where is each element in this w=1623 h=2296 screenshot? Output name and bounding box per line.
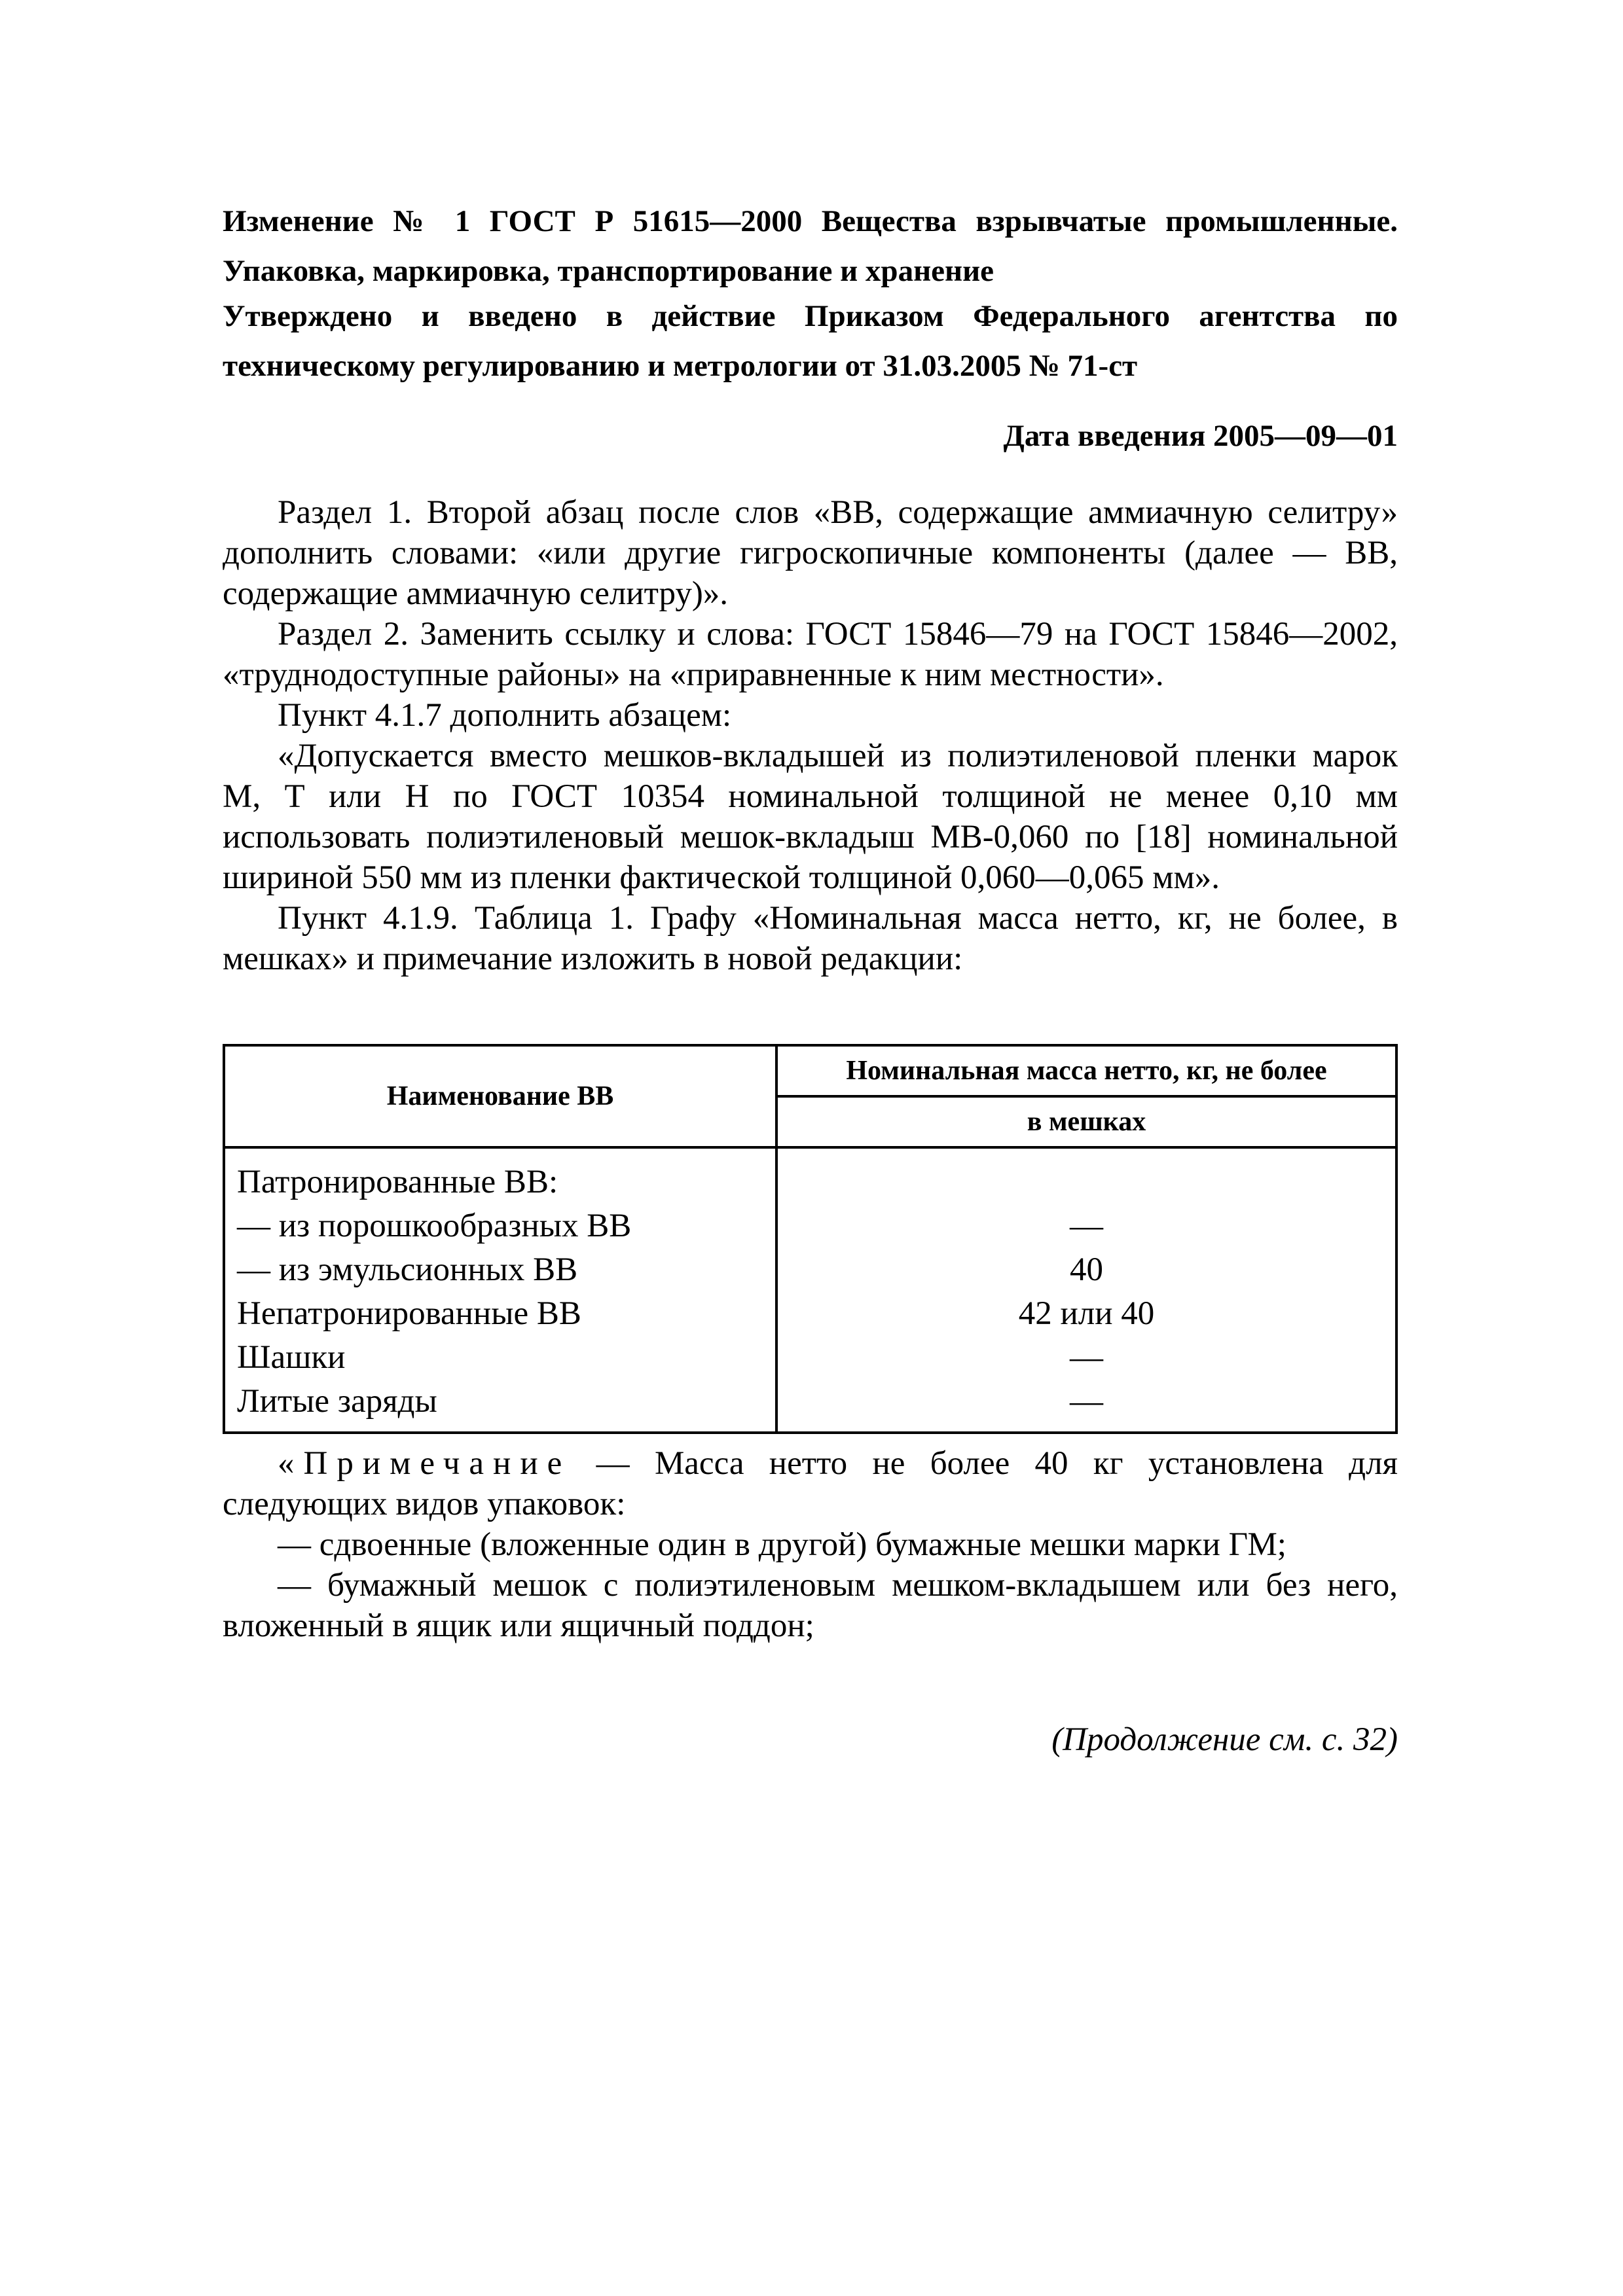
table-row-name: Непатронированные ВВ bbox=[237, 1295, 581, 1332]
table-row-value: — bbox=[1070, 1383, 1103, 1420]
paragraph-section-2: Раздел 2. Заменить ссылку и слова: ГОСТ 15846—79 на ГОСТ 15846—2002, «труднодоступные районы» на «приравненные к ним местности». bbox=[223, 616, 1398, 693]
table-row-name: Литые заряды bbox=[237, 1383, 437, 1420]
table-row-name: — из эмульсионных ВВ bbox=[237, 1251, 578, 1288]
note-item-1: — сдвоенные (вложенные один в другой) бумажные мешки марки ГМ; bbox=[278, 1526, 1286, 1563]
values-cell bbox=[776, 1147, 1396, 1433]
table-header-row bbox=[224, 1045, 1396, 1096]
table-row-value bbox=[778, 1160, 1395, 1204]
note-text: — Масса нетто не более 40 кг установлена для следующих видов упаковок: bbox=[223, 1445, 1398, 1522]
note-label: «Примечание bbox=[278, 1445, 572, 1482]
paragraph-section-1: Раздел 1. Второй абзац после слов «ВВ, содержащие аммиачную селитру» дополнить словами: «или другие гигроскопичные компоненты (далее — ВВ, содержащие аммиачную селитру)». bbox=[223, 494, 1398, 612]
paragraph-item-4-1-9: Пункт 4.1.9. Таблица 1. Графу «Номинальная масса нетто, кг, не более, в мешках» и примечание изложить в новой редакции: bbox=[223, 900, 1398, 977]
continuation-note: (Продолжение см. с. 32) bbox=[1051, 1721, 1398, 1758]
document-title: Изменение № 1 ГОСТ Р 51615—2000 Вещества взрывчатые промышленные. Упаковка, маркировка, транспортирование и хранение bbox=[223, 204, 1398, 288]
mass-table bbox=[223, 1044, 1398, 1434]
table-body-row bbox=[224, 1147, 1396, 1433]
table-note bbox=[223, 1443, 1398, 1646]
table-row-value: 42 или 40 bbox=[1018, 1295, 1155, 1332]
approval-statement: Утверждено и введено в действие Приказом Федерального агентства по техническому регулированию и метрологии от 31.03.2005 № 71-ст bbox=[223, 299, 1398, 383]
table-row-value: — bbox=[1070, 1208, 1103, 1244]
column-header-name: Наименование ВВ bbox=[224, 1045, 776, 1147]
names-cell bbox=[224, 1147, 776, 1433]
note-item-2: — бумажный мешок с полиэтиленовым мешком-вкладышем или без него, вложенный в ящик или ящичный поддон; bbox=[223, 1567, 1398, 1644]
column-header-mass: Номинальная масса нетто, кг, не более bbox=[776, 1045, 1396, 1096]
table-row-value: — bbox=[1070, 1339, 1103, 1376]
effective-date: Дата введения 2005—09—01 bbox=[1003, 419, 1398, 453]
paragraph-insert-text: «Допускается вместо мешков-вкладышей из полиэтиленовой пленки марок М, Т или Н по ГОСТ 10354 номинальной толщиной не менее 0,10 мм использовать полиэтиленовый мешок-вкладыш МВ-0,060 по [18] номинальной шириной 550 мм из пленки фактической толщиной 0,060—0,065 мм». bbox=[223, 738, 1398, 896]
table-row-name: Шашки bbox=[237, 1339, 346, 1376]
note-intro bbox=[223, 1443, 1398, 1524]
table-row-name: Патронированные ВВ: bbox=[237, 1164, 558, 1200]
table-row-value: 40 bbox=[1070, 1251, 1103, 1288]
table-row-name: — из порошкообразных ВВ bbox=[237, 1208, 632, 1244]
paragraph-item-4-1-7: Пункт 4.1.7 дополнить абзацем: bbox=[278, 697, 732, 734]
amendment-text bbox=[223, 492, 1398, 979]
column-subheader-bags: в мешках bbox=[776, 1096, 1396, 1147]
